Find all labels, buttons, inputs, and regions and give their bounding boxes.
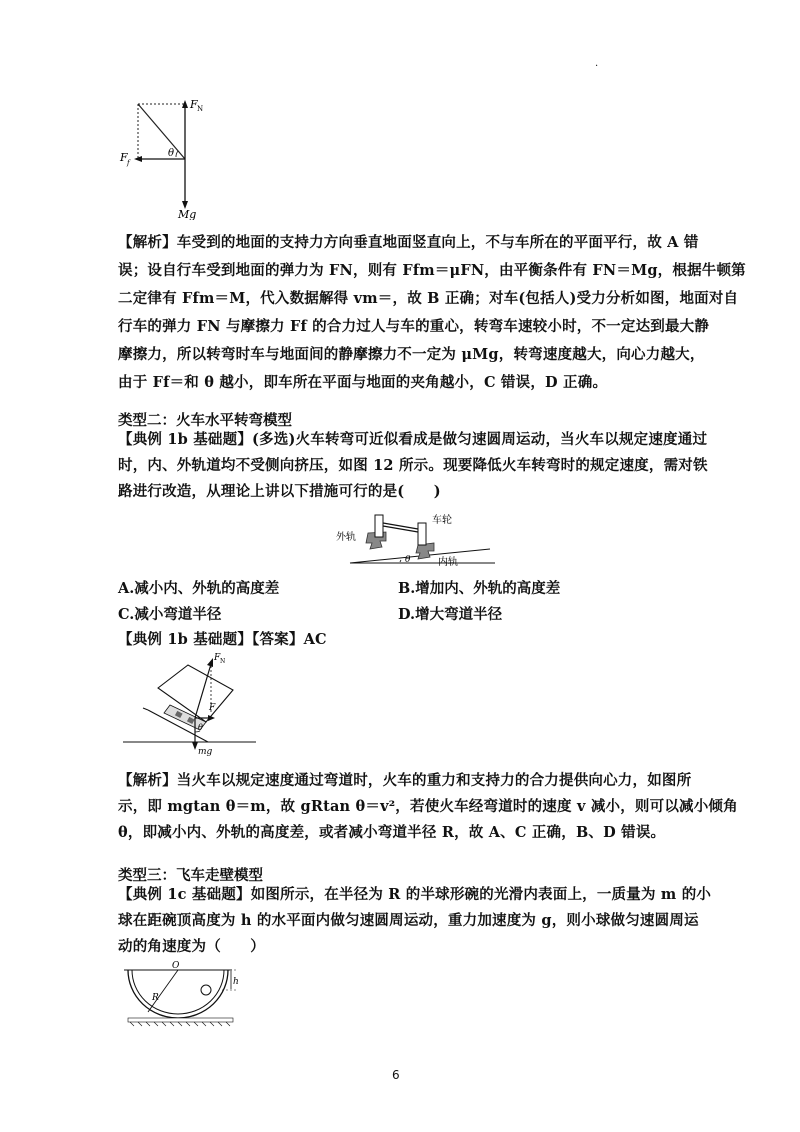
outer-rail-label: 外轨 [336, 532, 356, 543]
ff-label: F [120, 151, 128, 164]
fn-label: F [190, 98, 198, 111]
railway-track-diagram [330, 505, 500, 570]
section2-question-line-2: 时，内、外轨道均不受侧向挤压，如图 12 所示。现要降低火车转弯时的规定速度，需对铁 [118, 457, 708, 474]
fn-subscript: N [197, 105, 204, 113]
mg-label: Mg [178, 208, 197, 220]
section3-question-line-2: 球在距碗顶高度为 h 的水平面内做匀速圆周运动，重力加速度为 g，则小球做匀速圆周运 [118, 912, 699, 929]
option-d: D.增大弯道半径 [398, 606, 503, 623]
wheel-label: 车轮 [432, 515, 452, 526]
section2-question-line-3: 路进行改造，从理论上讲以下措施可行的是( ) [118, 483, 441, 500]
train-force-diagram [118, 650, 258, 758]
analysis2-line-2: 示，即 mgtan θ＝m，故 gRtan θ＝v²，若使火车经弯道时的速度 v 减小，则可以减小倾角 [118, 798, 738, 815]
section2-question-line-1: 【典例 1b 基础题】(多选)火车转弯可近似看成是做匀速圆周运动，当火车以规定速度通过 [118, 431, 708, 448]
inner-rail-label: 内轨 [438, 557, 458, 568]
train-fn-subscript: N [220, 658, 226, 665]
train-fn-label: F [214, 653, 221, 663]
section2-answer: 【典例 1b 基础题】【答案】AC [118, 631, 327, 648]
section2-title: 类型二：火车水平转弯模型 [118, 412, 292, 429]
theta-label: θ [168, 148, 175, 159]
train-theta-label: θ [198, 723, 203, 732]
page-number: 6 [392, 1068, 400, 1082]
analysis2-line-1: 【解析】当火车以规定速度通过弯道时，火车的重力和支持力的合力提供向心力，如图所 [118, 772, 692, 789]
analysis1-line-6: 由于 Ff＝和 θ 越小，即车所在平面与地面的夹角越小，C 错误，D 正确。 [118, 374, 608, 391]
ff-subscript: f [127, 159, 130, 167]
top-mark: . [595, 58, 599, 69]
analysis2-line-3: θ，即减小内、外轨的高度差，或者减小弯道半径 R，故 A、C 正确，B、D 错误。 [118, 824, 666, 841]
train-mg-label: mg [198, 747, 213, 757]
analysis1-line-2: 误；设自行车受到地面的弹力为 FN，则有 Ffm＝μFN，由平衡条件有 FN＝Mg，根据牛顿第 [118, 262, 746, 279]
analysis1-line-4: 行车的弹力 FN 与摩擦力 Ff 的合力过人与车的重心，转弯车速较小时，不一定达到最大静 [118, 318, 710, 335]
analysis1-line-3: 二定律有 Ffm＝M，代入数据解得 vm＝，故 B 正确；对车(包括人)受力分析如图，地面对自 [118, 290, 739, 307]
section3-title: 类型三：飞车走壁模型 [118, 867, 263, 884]
bowl-h-label: h [233, 977, 239, 987]
option-c: C.减小弯道半径 [118, 606, 222, 623]
track-theta-label: θ [405, 555, 411, 565]
train-f-label: F [209, 703, 216, 713]
section3-question-line-1: 【典例 1c 基础题】如图所示，在半径为 R 的半球形碗的光滑内表面上，一质量为 m 的小 [118, 886, 712, 903]
section3-question-line-3: 动的角速度为（ ） [118, 938, 265, 955]
option-a: A.减小内、外轨的高度差 [118, 580, 280, 597]
bowl-r-label: R [152, 993, 159, 1003]
option-b: B.增加内、外轨的高度差 [398, 580, 561, 597]
bowl-o-label: O [172, 961, 180, 971]
analysis1-line-5: 摩擦力，所以转弯时车与地面间的静摩擦力不一定为 μMg，转弯速度越大，向心力越大， [118, 346, 705, 363]
analysis1-line-1: 【解析】车受到的地面的支持力方向垂直地面竖直向上，不与车所在的平面平行，故 A 错 [118, 234, 699, 251]
force-diagram-bicycle [118, 95, 228, 220]
hemispherical-bowl-diagram [118, 960, 248, 1030]
